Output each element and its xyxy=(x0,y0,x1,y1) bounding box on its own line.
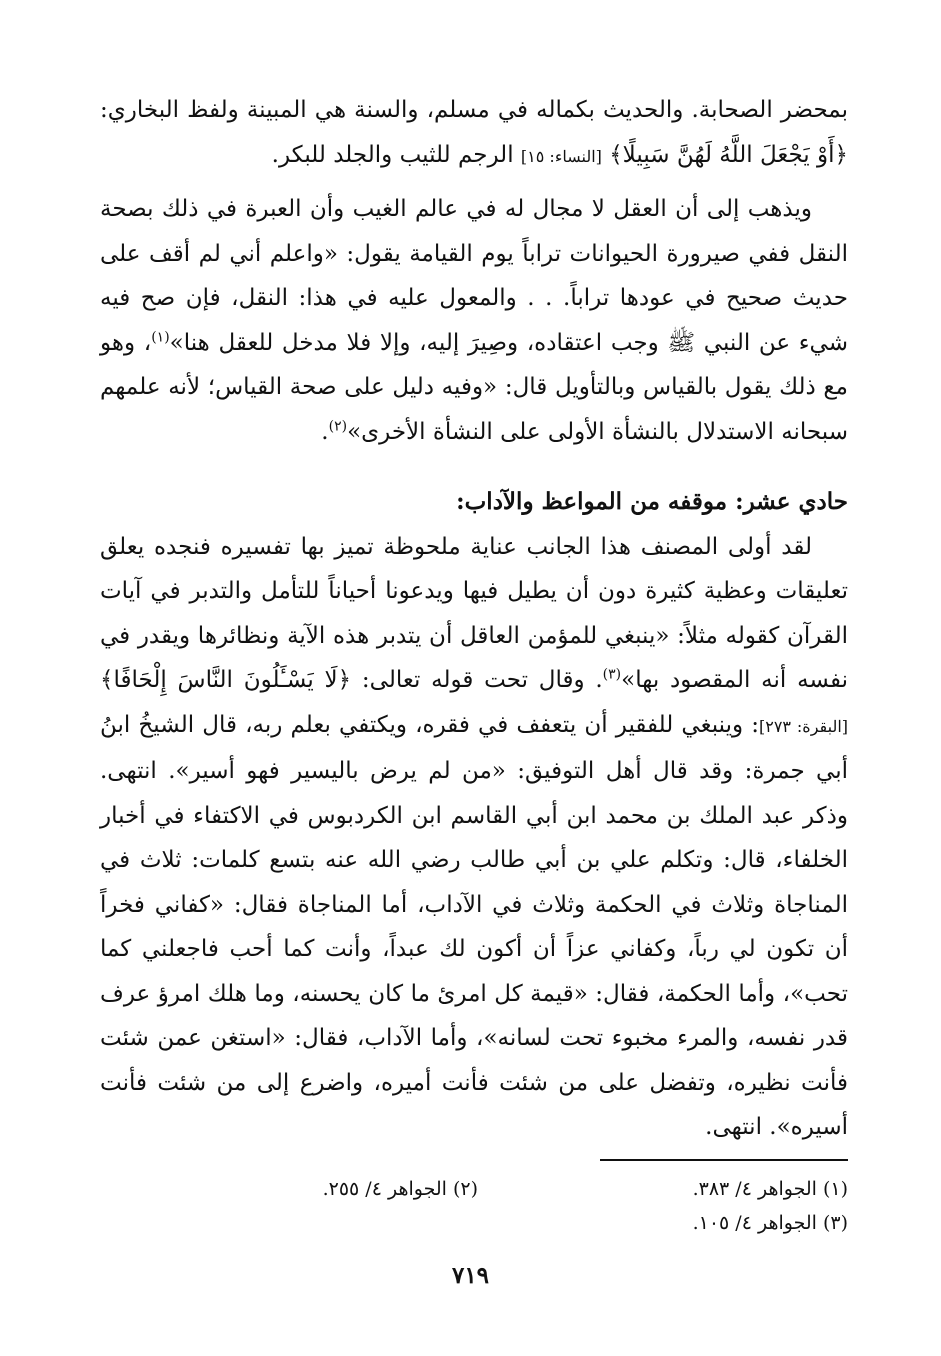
paragraph-2-text-mid: ، وهو مع ذلك يقول بالقياس وبالتأويل قال: «وفيه دليل على صحة القياس؛ لأنه علمهم سبحانه الاستدلال بالنشأة الأولى على النشأة الأخرى» xyxy=(100,329,848,445)
quran-citation-nisa: [النساء: ١٥] xyxy=(520,146,602,166)
footnote-ref-3: (٣) xyxy=(602,666,622,683)
paragraph-2 xyxy=(100,187,848,454)
quran-citation-baqara: [البقرة: ٢٧٣] xyxy=(758,716,849,736)
paragraph-3-text-end: : وينبغي للفقير أن يتعفف في فقره، ويكتفي بعلم ربه، قال الشيخُ ابنُ أبي جمرة: وقد قال أهل التوفيق: «من لم يرض باليسير فهو أسير». انتهى. وذكر عبد الملك بن محمد ابن أبي القاسم ابن الكردبوس في الاكتفاء في أخبار الخلفاء، قال: وتكلم علي بن أبي طالب رضي الله عنه بتسع كلمات: ثلاث في المناجاة وثلاث في الحكمة وثلاث في الآداب، أما المناجاة فقال: «كفاني فخراً أن تكون لي رباً، وكفاني عزاً أن أكون لك عبداً، وأنت كما أحب فاجعلني كما تحب»، وأما الحكمة، فقال: «قيمة كل امرئ ما كان يحسنه، وما هلك امرؤ عرف قدر نفسه، والمرء مخبوء تحت لسانه»، وأما الآداب، فقال: «استغن عمن شئت فأنت نظيره، وتفضل على من شئت فأنت أميره، واضرع إلى من شئت فأنت أسيره». انتهى. xyxy=(100,711,848,1140)
footnotes xyxy=(100,1172,848,1240)
section-heading: حادي عشر: موقفه من المواعظ والآداب: xyxy=(456,488,848,515)
paragraph-1-text: بمحضر الصحابة. والحديث بكماله في مسلم، والسنة هي المبينة ولفظ البخاري: ﴿أَوْ يَجْعَلَ اللَّهُ لَهُنَّ سَبِيلًا﴾ xyxy=(100,97,848,168)
footnote-2: (٢) الجواهر ٤/ ٢٥٥. xyxy=(322,1178,478,1200)
page-body xyxy=(100,88,848,1150)
paragraph-2-text: ويذهب إلى أن العقل لا مجال له في عالم الغيب وأن العبرة في ذلك بصحة النقل ففي صيرورة الحيوانات تراباً يوم القيامة يقول: «واعلم أني لم أقف على حديث صحيح في عودها تراباً. . . والمعول عليه في هذا: النقل، فإن صح فيه شيء عن النبي ﷺ وجب اعتقاده، وصِيرَ إليه، وإلا فلا مدخل للعقل هنا» xyxy=(100,196,848,356)
footnote-row xyxy=(100,1206,848,1240)
footnote-1: (١) الجواهر ٤/ ٣٨٣. xyxy=(692,1178,848,1200)
page-number: ٧١٩ xyxy=(451,1262,490,1289)
paragraph-3 xyxy=(100,525,848,1150)
paragraph-3-text: لقد أولى المصنف هذا الجانب عناية ملحوظة تميز بها تفسيره فنجده يعلق تعليقات وعظية كثيرة دون أن يطيل فيها ويدعونا أحياناً للتأمل والتدبر في آيات القرآن كقوله مثلاً: «ينبغي للمؤمن العاقل أن يتدبر هذه الآية ونظائرها ويقدر في نفسه أنه المقصود بها» xyxy=(100,533,848,693)
footnote-ref-1: (١) xyxy=(151,328,170,345)
paragraph-2-text-end: . xyxy=(321,418,329,445)
paragraph-3-text-mid: . وقال تحت قوله تعالى: ﴿لَا يَسْـَٔلُونَ النَّاسَ إِلْحَافًا﴾ xyxy=(100,667,603,693)
footnote-3: (٣) الجواهر ٤/ ١٠٥. xyxy=(692,1212,848,1234)
paragraph-1 xyxy=(100,88,848,179)
footnote-row xyxy=(100,1172,848,1206)
footnote-ref-2: (٢) xyxy=(328,417,348,434)
paragraph-1-text-after: الرجم للثيب والجلد للبكر. xyxy=(271,141,514,168)
footnote-divider xyxy=(600,1159,848,1161)
